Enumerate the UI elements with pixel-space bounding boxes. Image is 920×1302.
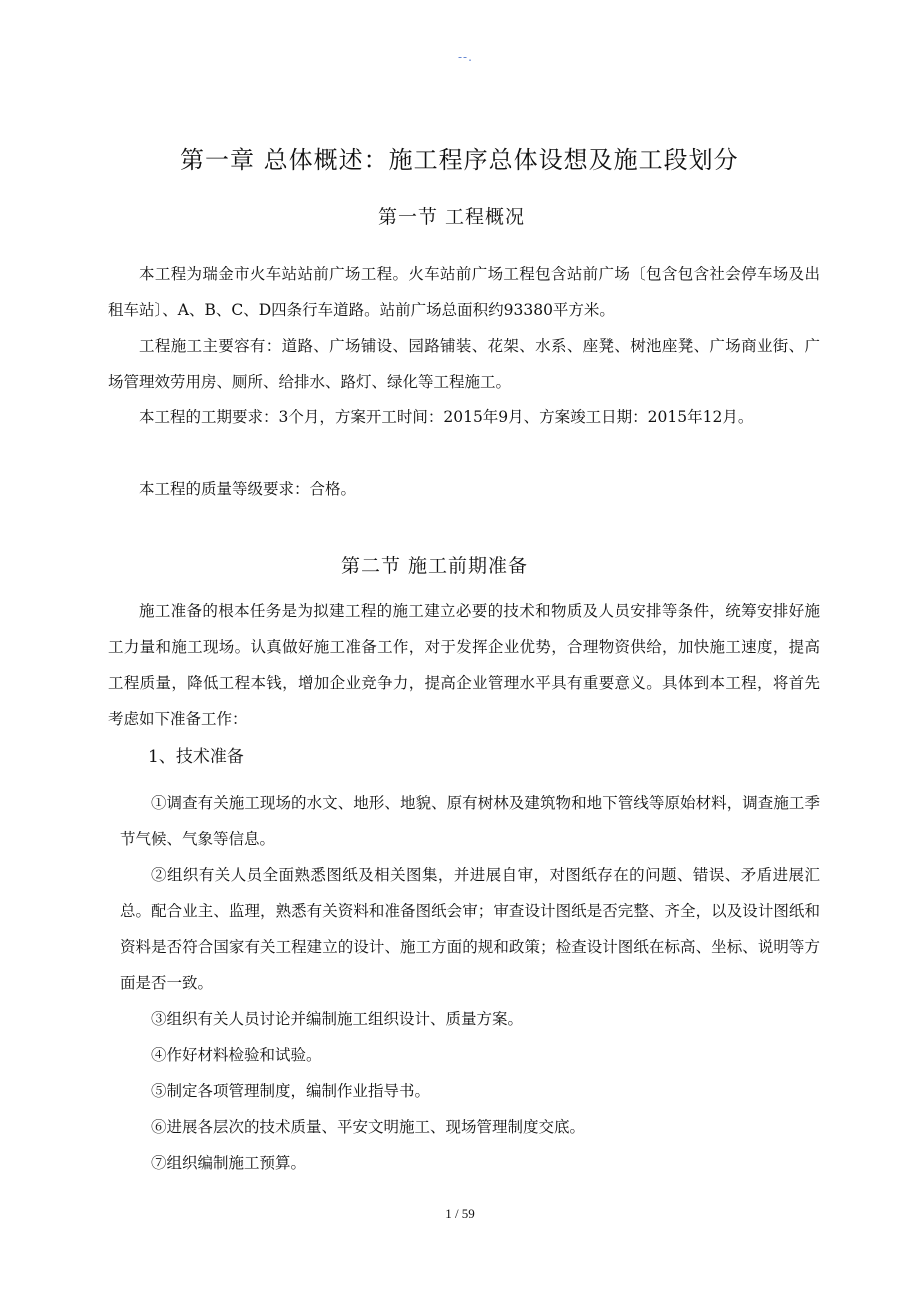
list-item: ②组织有关人员全面熟悉图纸及相关图集，并进展自审，对图纸存在的问题、错误、矛盾进展汇总。配合业主、监理，熟悉有关资料和准备图纸会审；审查设计图纸是否完整、齐全，以及设计图纸和资料是否符合国家有关工程建立的设计、施工方面的规和政策；检查设计图纸在标高、坐标、说明等方面是否一致。 [120, 866, 820, 992]
paragraph-project-intro: 本工程为瑞金市火车站站前广场工程。火车站前广场工程包含站前广场〔包含包含社会停车场及出租车站〕、A、B、C、D四条行车道路。站前广场总面积约93380平方米。 [108, 265, 820, 319]
list-item: ④作好材料检验和试验。 [151, 1046, 322, 1064]
list-item: ①调查有关施工现场的水文、地形、地貌、原有树林及建筑物和地下管线等原始材料，调查施工季节气候、气象等信息。 [120, 794, 820, 848]
header-mark: --. [458, 50, 473, 64]
page-number: 1 / 59 [445, 1206, 475, 1221]
paragraph-scope: 工程施工主要容有：道路、广场铺设、园路铺装、花架、水系、座凳、树池座凳、广场商业街、广场管理效劳用房、厕所、给排水、路灯、绿化等工程施工。 [108, 337, 820, 391]
list-item: ③组织有关人员讨论并编制施工组织设计、质量方案。 [151, 1010, 524, 1028]
list-item: ⑥进展各层次的技术质量、平安文明施工、现场管理制度交底。 [151, 1118, 586, 1136]
paragraph-preparation-intro: 施工准备的根本任务是为拟建工程的施工建立必要的技术和物质及人员安排等条件，统筹安排好施工力量和施工现场。认真做好施工准备工作，对于发挥企业优势，合理物资供给，加快施工速度，提高工程质量，降低工程本钱，增加企业竞争力，提高企业管理水平具有重要意义。具体到本工程，将首先考虑如下准备工作： [108, 602, 820, 728]
section-title-overview: 第一节 工程概况 [378, 206, 526, 228]
list-item: ⑦组织编制施工预算。 [151, 1154, 307, 1172]
list-item: ⑤制定各项管理制度，编制作业指导书。 [151, 1082, 431, 1100]
subsection-title-technical: 1、技术准备 [148, 747, 244, 767]
section-title-preparation: 第二节 施工前期准备 [341, 555, 529, 577]
paragraph-quality: 本工程的质量等级要求：合格。 [139, 480, 357, 498]
chapter-title: 第一章 总体概述：施工程序总体设想及施工段划分 [180, 146, 739, 174]
paragraph-schedule: 本工程的工期要求：3个月，方案开工时间：2015年9月、方案竣工日期：2015年12月。 [139, 408, 754, 426]
